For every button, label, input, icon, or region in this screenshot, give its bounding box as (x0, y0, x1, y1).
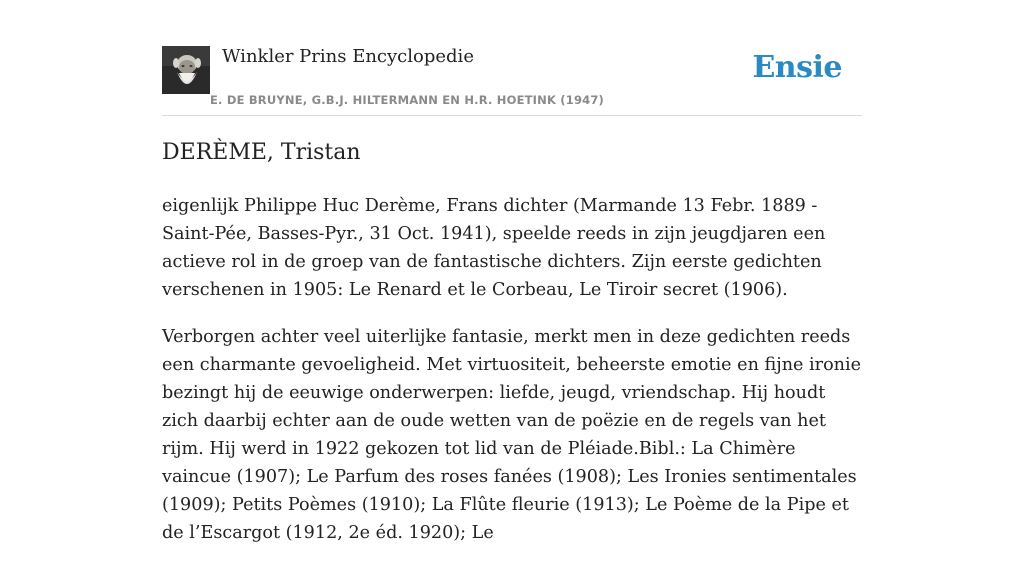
source-authors: E. DE BRUYNE, G.B.J. HILTERMANN EN H.R. HOETINK (1947) (210, 93, 605, 107)
entry-body (162, 192, 862, 566)
author-portrait-icon (162, 46, 210, 94)
header-divider (162, 115, 862, 116)
entry-paragraph: eigenlijk Philippe Huc Derème, Frans dichter (Marmande 13 Febr. 1889 - Saint-Pée, Basses-Pyr., 31 Oct. 1941), speelde reeds in zijn jeugdjaren een actieve rol in de groep van de fantastische dichters. Zijn eerste gedichten verschenen in 1905: Le Renard et le Corbeau, Le Tiroir secret (1906). (162, 196, 826, 300)
entry-title: DERÈME, Tristan (162, 140, 361, 165)
entry-paragraph: Verborgen achter veel uiterlijke fantasie, merkt men in deze gedichten reeds een charmante gevoeligheid. Met virtuositeit, beheerste emotie en fijne ironie bezingt hij de eeuwige onderwerpen: liefde, jeugd, vriendschap. Hij houdt zich daarbij echter aan de oude wetten van de poëzie en de regels van het rijm. Hij werd in 1922 gekozen tot lid van de Pléiade.Bibl.: La Chimère vaincue (1907); Le Parfum des roses fanées (1908); Les Ironies sentimentales (1909); Petits Poèmes (1910); La Flûte fleurie (1913); Le Poème de la Pipe et de l’Escargot (1912, 2e éd. 1920); Le (162, 327, 862, 543)
brand-logo[interactable]: Ensie (752, 50, 842, 85)
source-title[interactable]: Winkler Prins Encyclopedie (222, 46, 474, 67)
